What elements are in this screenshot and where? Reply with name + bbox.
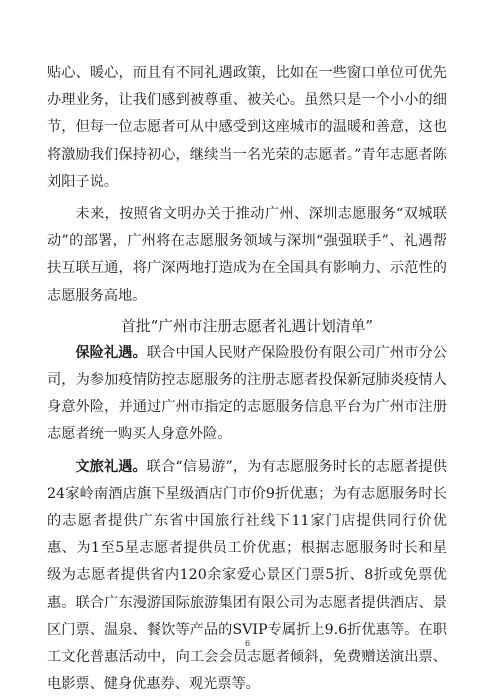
paragraph-future-plan: 未来，按照省文明办关于推动广州、深圳志愿服务“双城联动”的部署，广州将在志愿服务领域与深圳“强强联手”、礼遇帮扶互联互通，将广深两地打造成为在全国具有影响力、示范性的志愿服务高地。 xyxy=(47,206,447,304)
paragraph-culture-travel xyxy=(47,454,447,699)
paragraph-insurance xyxy=(47,340,447,449)
document-body xyxy=(47,60,447,698)
culture-travel-text: 联合“信易游”，为有志愿服务时长的志愿者提供24家岭南酒店旗下星级酒店门市价9折优惠；为有志愿服务时长的志愿者提供广东省中国旅行社线下11家门店提供同行价优惠、为1至5星志愿者提供员工价优惠；根据志愿服务时长和星级为志愿者提供省内120余家爱心景区门票5折、8折或免票优惠。联合广东漫游国际旅游集团有限公司为志愿者提供酒店、景区门票、温泉、餐饮等产品的SVIP专属折上9.6折优惠等。在职工文化普惠活动中，向工会会员志愿者倾斜，免费赠送演出票、电影票、健身优惠券、观光票等。 xyxy=(47,458,447,693)
culture-travel-lead: 文旅礼遇。 xyxy=(75,458,147,475)
page-number: 6 xyxy=(244,639,251,648)
insurance-text: 联合中国人民财产保险股份有限公司广州市分公司，为参加疫情防控志愿服务的注册志愿者投保新冠肺炎疫情人身意外险，并通过广州市指定的志愿服务信息平台为广州市注册志愿者统一购买人身意外险。 xyxy=(47,344,447,443)
paragraph-quote-continuation: 贴心、暖心，而且有不同礼遇政策，比如在一些窗口单位可优先办理业务，让我们感到被尊重、被关心。虽然只是一个小小的细节，但每一位志愿者可从中感受到这座城市的温暖和善意，这也将激励我们保持初心，继续当一名光荣的志愿者。”青年志愿者陈刘阳子说。 xyxy=(47,65,447,190)
insurance-lead: 保险礼遇。 xyxy=(75,344,147,361)
list-heading: 首批“广州市注册志愿者礼遇计划清单” xyxy=(121,317,373,335)
